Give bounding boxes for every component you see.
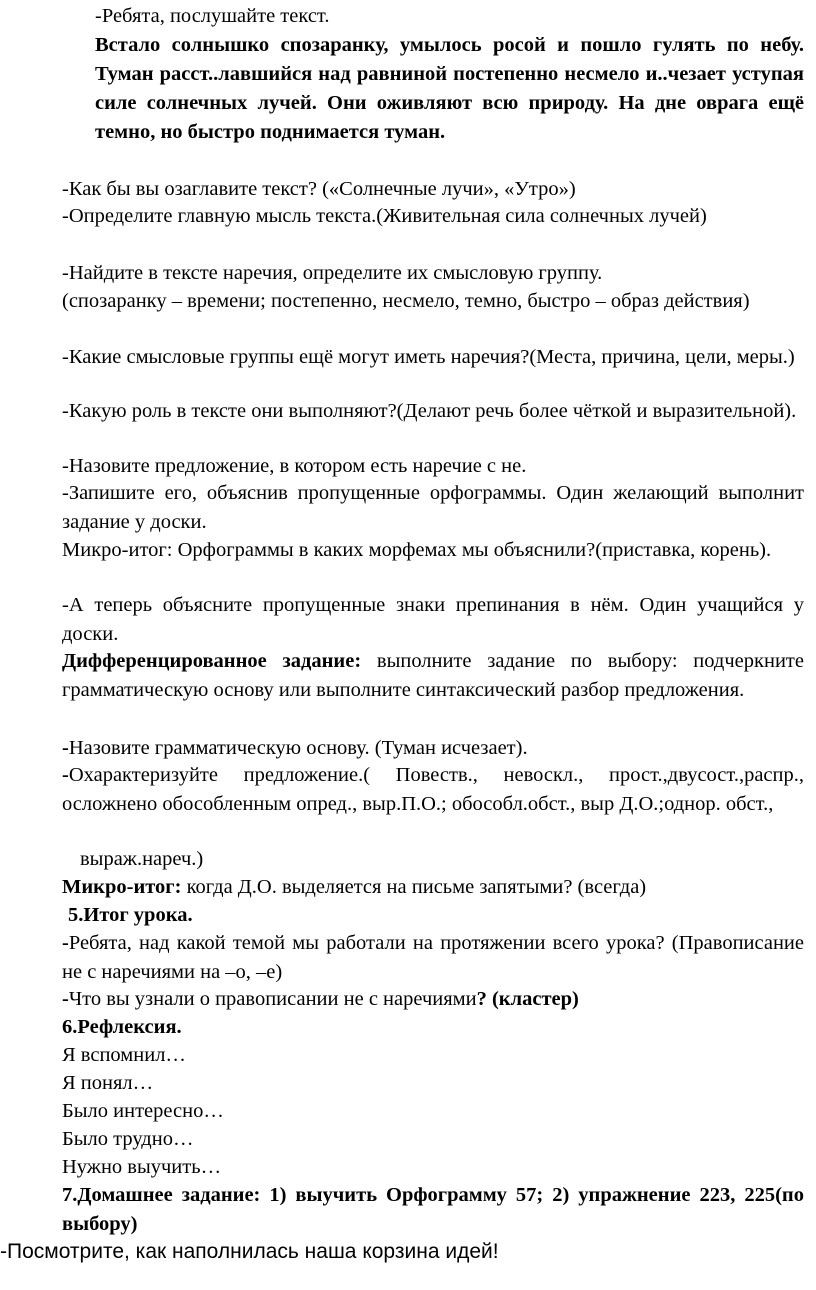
micro-summary-2 [62, 873, 804, 902]
question-characterize-text: Охарактеризуйте предложение.( Повеств., невоскл., прост.,двусост.,распр., осложнено обособленным опред., выр.П.О.; обособл.обст., выр Д.О.;однор. обст., [62, 764, 804, 815]
question-adverb-role: -Какую роль в тексте они выполняют?(Делают речь более чёткой и выразительной). [62, 400, 797, 422]
reflection-item: Я вспомнил… [62, 1044, 186, 1066]
differentiated-task-text: выполните задание по выбору: подчеркните грамматическую основу или выполните синтаксический разбор предложения. [62, 650, 804, 701]
question-title: -Как бы вы озаглавите текст? («Солнечные лучи», «Утро») [62, 178, 576, 200]
question-what-learned-end: ? (кластер) [476, 988, 579, 1010]
question-characterize-continued: выраж.нареч.) [80, 848, 204, 870]
reflection-item: Было трудно… [62, 1128, 194, 1150]
question-characterize [62, 761, 804, 819]
question-lesson-topic-dash: - [62, 932, 69, 954]
question-lesson-topic [62, 929, 804, 987]
question-what-learned [62, 985, 804, 1014]
reflection-item: Было интересно… [62, 1100, 224, 1122]
question-characterize-dash: - [62, 764, 69, 786]
differentiated-task [62, 647, 804, 705]
reading-text: Встало солнышко спозаранку, умылось росой и пошло гулять по небу. Туман расст..лавшийся над равниной постепенно несмело и..чезает уступая силе солнечных лучей. Они оживляют всю природу. На дне оврага ещё темно, но быстро поднимается туман. [95, 34, 804, 143]
section-6-heading: 6.Рефлексия. [62, 1016, 182, 1038]
question-what-learned-dash: - [62, 988, 69, 1010]
micro-summary-2-text: когда Д.О. выделяется на письме запятыми? (всегда) [181, 876, 647, 898]
question-grammar-base [62, 734, 804, 763]
question-punctuation: -А теперь объясните пропущенные знаки препинания в нём. Один учащийся у доски. [62, 594, 804, 645]
question-grammar-base-text: Назовите грамматическую основу. (Туман исчезает). [68, 737, 528, 759]
closing-line: -Посмотрите, как наполнилась наша корзина идей! [0, 1240, 499, 1263]
question-grammar-base-dash: - [62, 737, 69, 759]
question-find-sentence: -Назовите предложение, в котором есть наречие с не. [62, 455, 527, 477]
differentiated-task-label: Дифференцированное задание: [62, 650, 362, 672]
micro-summary-1: Микро-итог: Орфограммы в каких морфемах мы объяснили?(приставка, корень). [62, 539, 772, 561]
question-what-learned-text: Что вы узнали о правописании не с наречиями [68, 988, 477, 1010]
question-adverb-groups: -Какие смысловые группы ещё могут иметь наречия?(Места, причина, цели, меры.) [62, 346, 795, 368]
reflection-item: Я понял… [62, 1072, 154, 1094]
question-write-sentence: -Запишите его, объяснив пропущенные орфограммы. Один желающий выполнит задание у доски. [62, 482, 804, 533]
answer-find-adverbs: (спозаранку – времени; постепенно, несмело, темно, быстро – образ действия) [62, 290, 750, 312]
intro-line: -Ребята, послушайте текст. [95, 5, 330, 27]
section-5-heading: 5.Итог урока. [68, 904, 193, 926]
question-find-adverbs: -Найдите в тексте наречия, определите их смысловую группу. [62, 262, 603, 284]
homework: 7.Домашнее задание: 1) выучить Орфограмму 57; 2) упражнение 223, 225(по выбору) [62, 1184, 804, 1235]
question-lesson-topic-text: Ребята, над какой темой мы работали на протяжении всего урока? (Правописание не с наречиями на –о, –е) [62, 932, 804, 983]
reflection-item: Нужно выучить… [62, 1156, 222, 1178]
question-main-idea: -Определите главную мысль текста.(Живительная сила солнечных лучей) [62, 205, 707, 227]
micro-summary-2-label: Микро-итог: [62, 876, 182, 898]
